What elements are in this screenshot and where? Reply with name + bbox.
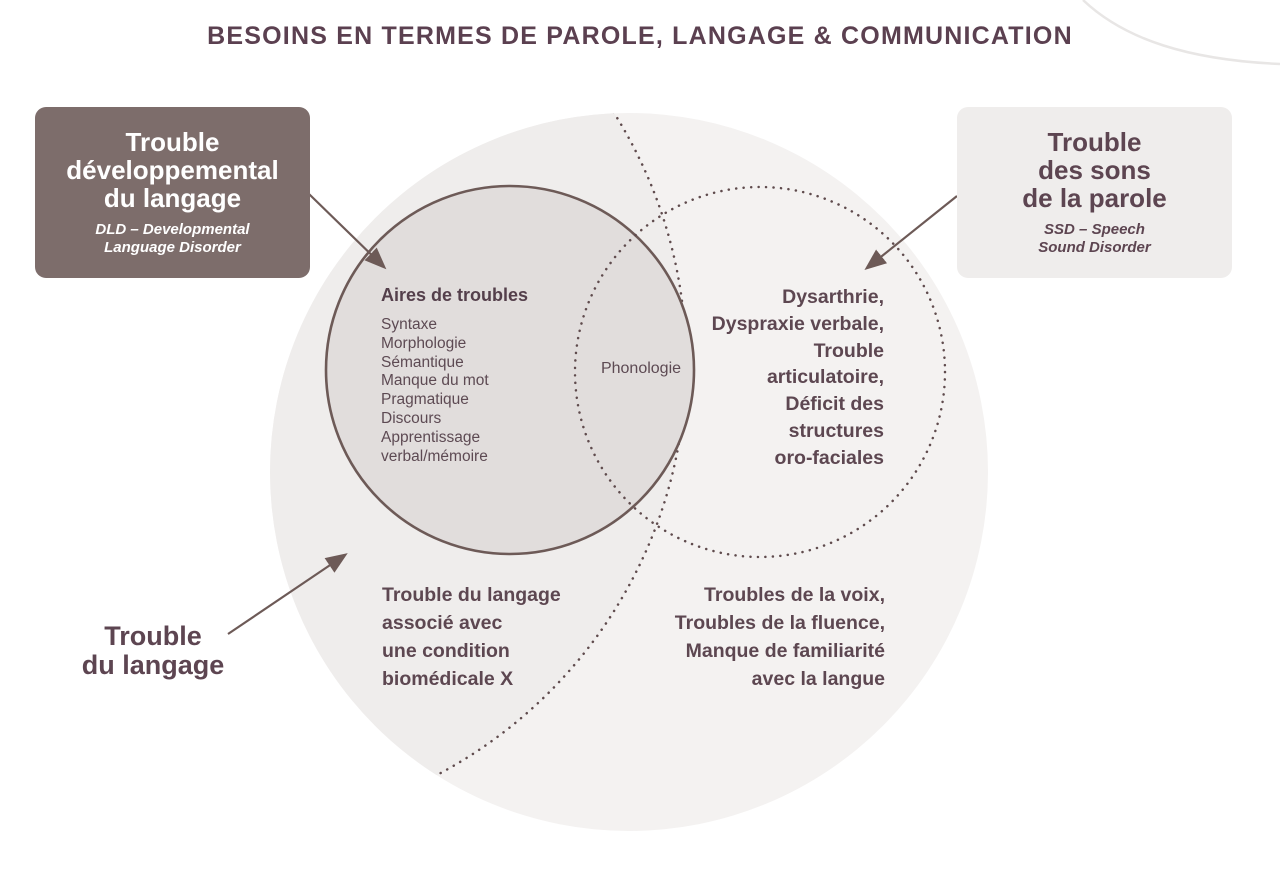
voice-fluency-block: Troubles de la voix, Troubles de la fluence, Manque de familiarité avec la langue bbox=[674, 584, 885, 690]
deficit-areas-block bbox=[381, 285, 528, 466]
page-title: BESOINS EN TERMES DE PAROLE, LANGAGE & COMMUNICATION bbox=[207, 22, 1073, 50]
ssd-box-subtitle: SSD – Speech Sound Disorder bbox=[1038, 221, 1151, 256]
language-disorder-label: Trouble du langage bbox=[81, 621, 225, 680]
dld-label-box bbox=[35, 107, 310, 278]
dld-box-title: Trouble développemental du langage bbox=[66, 127, 279, 213]
overlap-phonology-label: Phonologie bbox=[600, 360, 682, 377]
ssd-box-title: Trouble des sons de la parole bbox=[1022, 127, 1167, 213]
ssd-label-box bbox=[957, 107, 1232, 278]
deficit-areas-list: Syntaxe Morphologie Sémantique Manque du mot Pragmatique Discours Apprentissage verbal/mémoire bbox=[381, 316, 489, 465]
dld-box-subtitle: DLD – Developmental Language Disorder bbox=[95, 221, 250, 256]
deficit-areas-heading: Aires de troubles bbox=[381, 285, 529, 305]
language-biomedical-block: Trouble du langage associé avec une condition biomédicale X bbox=[382, 584, 561, 690]
speech-disorders-list: Dysarthrie, Dyspraxie verbale, Trouble articulatoire, Déficit des structures oro-faciales bbox=[711, 286, 884, 469]
